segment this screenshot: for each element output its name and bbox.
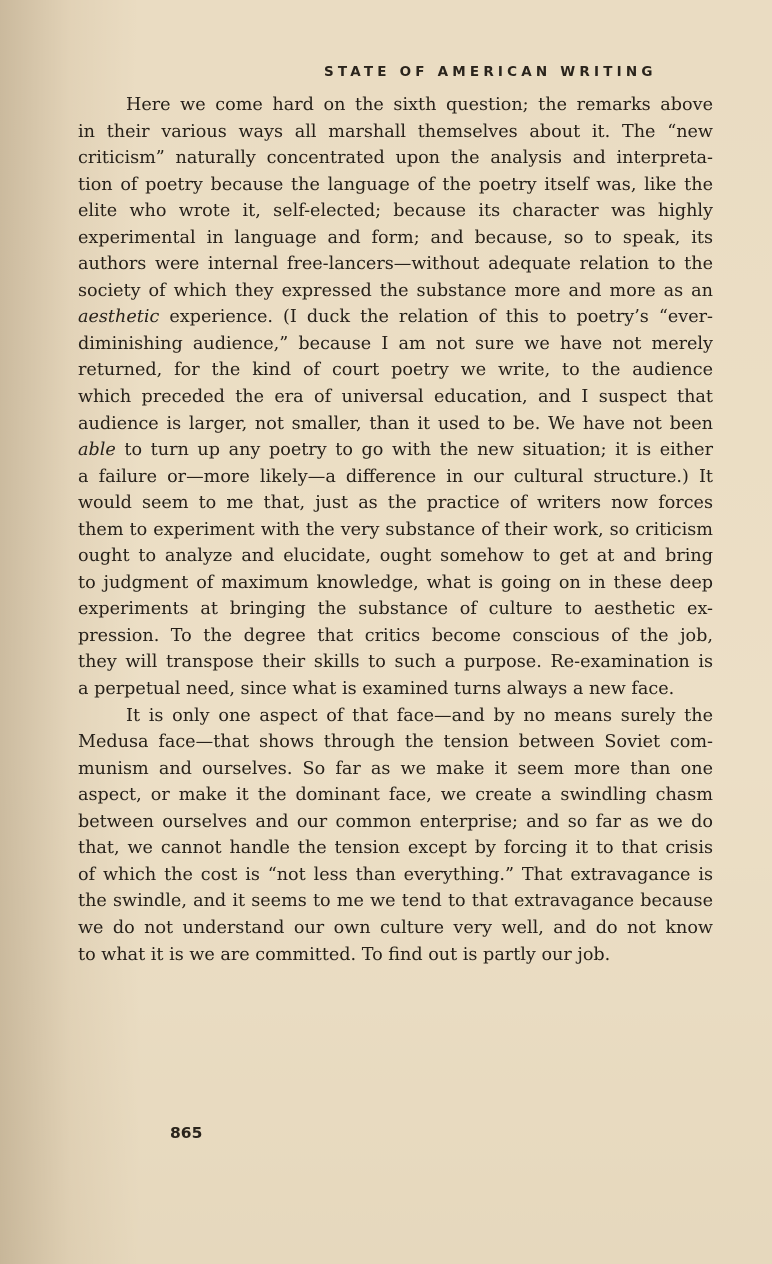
text-line: they will transpose their skills to such a purpose. Re-examination is — [78, 652, 713, 673]
text-line: Here we come hard on the sixth question; the remarks above — [126, 95, 713, 115]
text-line: a failure or—more likely—a difference in our cultural structure.) It — [78, 466, 713, 487]
text-line: experimental in language and form; and because, so to speak, its — [78, 227, 713, 248]
paragraph-1 — [78, 92, 713, 703]
text-line: munism and ourselves. So far as we make it seem more than one — [78, 758, 713, 779]
text-line: able to turn up any poetry to go with the new situation; it is either — [78, 440, 713, 461]
body-text — [78, 92, 713, 968]
text-line: diminishing audience,” because I am not sure we have not merely — [78, 333, 713, 354]
text-line: pression. To the degree that critics become conscious of the job, — [78, 625, 713, 646]
text-line: to judgment of maximum knowledge, what is going on in these deep — [78, 572, 713, 593]
text-line: experiments at bringing the substance of culture to aesthetic ex- — [78, 599, 713, 620]
text-line: authors were internal free-lancers—without adequate relation to the — [78, 254, 713, 275]
text-line: ought to analyze and elucidate, ought somehow to get at and bring — [78, 546, 713, 567]
text-line: tion of poetry because the language of the poetry itself was, like the — [78, 174, 713, 195]
text-line: of which the cost is “not less than everything.” That extravagance is — [78, 864, 713, 885]
text-line: elite who wrote it, self-elected; because its character was highly — [78, 201, 713, 222]
text-line: that, we cannot handle the tension except by forcing it to that crisis — [78, 838, 713, 859]
text-line: between ourselves and our common enterprise; and so far as we do — [78, 811, 713, 832]
text-line: to what it is we are committed. To find out is partly our job. — [78, 944, 611, 965]
text-line: It is only one aspect of that face—and by no means surely the — [126, 705, 713, 726]
text-line: aspect, or make it the dominant face, we create a swindling chasm — [78, 785, 713, 806]
text-line: criticism” naturally concentrated upon the analysis and interpreta- — [78, 148, 713, 169]
running-head: STATE OF AMERICAN WRITING — [324, 64, 657, 80]
text-line: we do not understand our own culture very well, and do not know — [78, 917, 713, 938]
text-line: in their various ways all marshall themselves about it. The “new — [78, 121, 713, 142]
paragraph-2 — [78, 703, 713, 968]
text-line: audience is larger, not smaller, than it used to be. We have not been — [78, 413, 713, 434]
text-line: returned, for the kind of court poetry we write, to the audience — [78, 360, 713, 381]
text-line: them to experiment with the very substance of their work, so criticism — [78, 519, 713, 540]
page-number: 865 — [170, 1124, 203, 1142]
text-line: the swindle, and it seems to me we tend to that extravagance because — [78, 891, 713, 912]
text-line: would seem to me that, just as the practice of writers now forces — [78, 493, 713, 514]
text-line: a perpetual need, since what is examined turns always a new face. — [78, 679, 675, 700]
text-line: which preceded the era of universal education, and I suspect that — [78, 387, 713, 408]
text-line: society of which they expressed the substance more and more as an — [78, 280, 713, 301]
text-line: aesthetic experience. (I duck the relation of this to poetry’s “ever- — [78, 307, 713, 328]
text-line: Medusa face—that shows through the tension between Soviet com- — [78, 732, 713, 753]
